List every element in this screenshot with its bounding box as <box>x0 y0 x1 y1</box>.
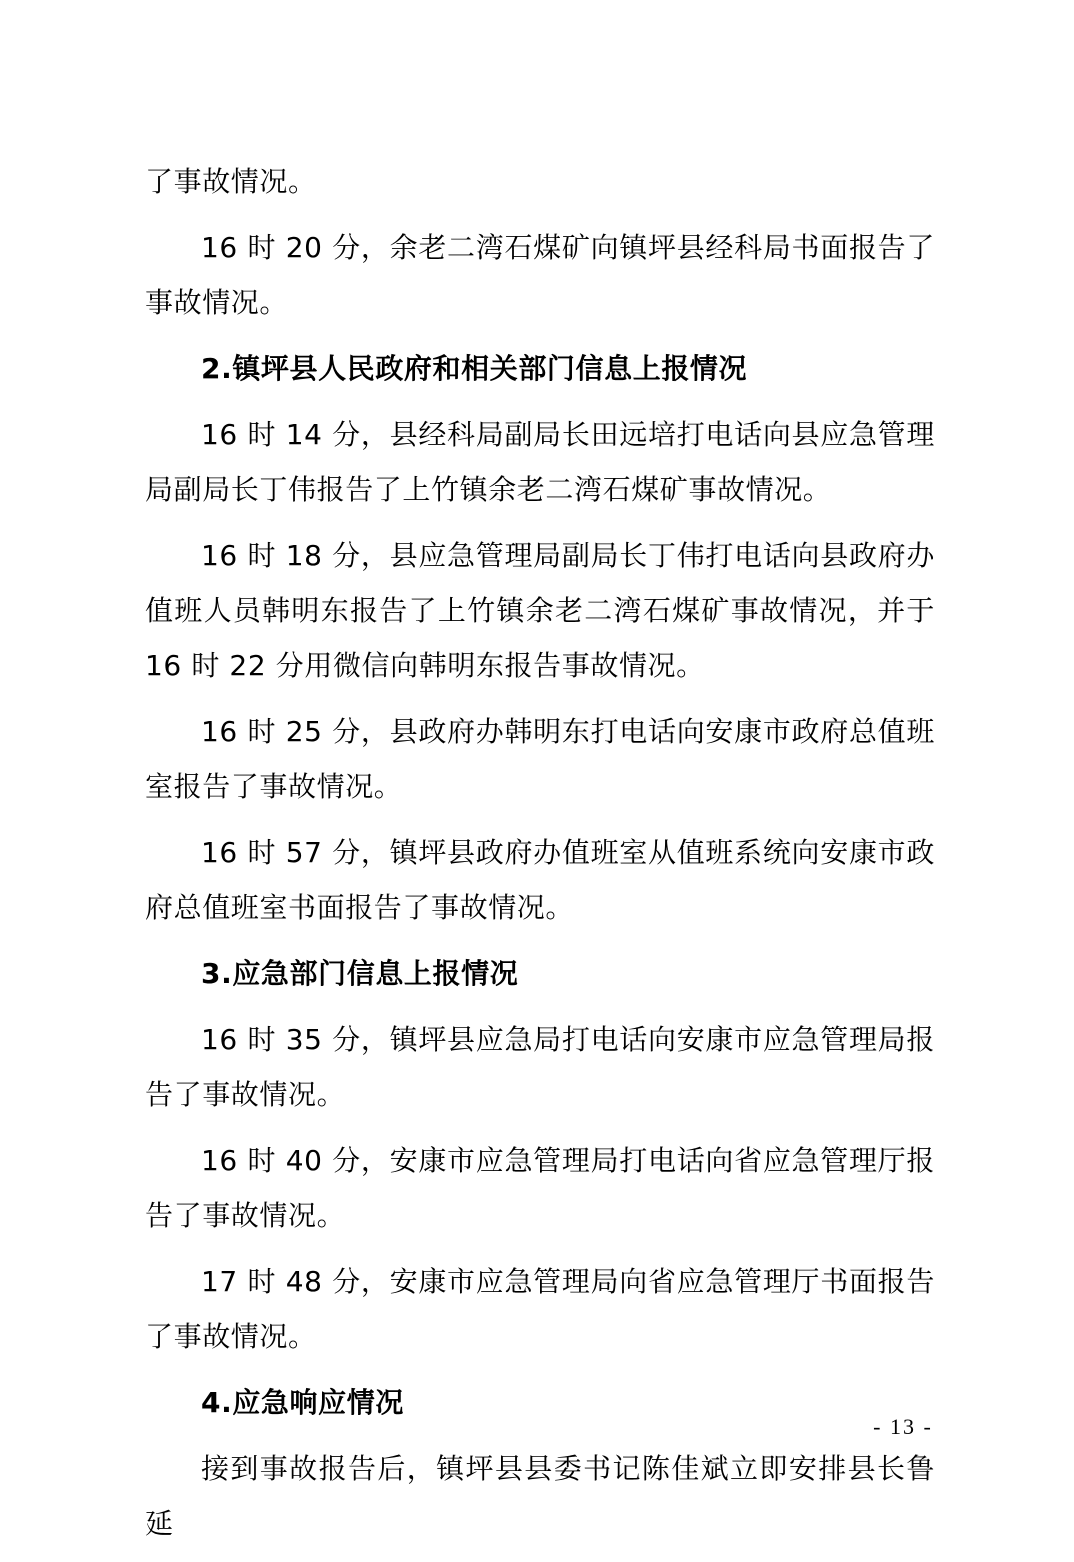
section-heading: 4.应急响应情况 <box>201 1386 404 1419</box>
section-heading: 2.镇坪县人民政府和相关部门信息上报情况 <box>201 352 748 385</box>
page-number: - 13 - <box>873 1414 933 1439</box>
paragraph: 16 时 57 分，镇坪县政府办值班室从值班系统向安康市政府总值班室书面报告了事故情况。 <box>145 836 935 924</box>
paragraph: 16 时 25 分，县政府办韩明东打电话向安康市政府总值班室报告了事故情况。 <box>145 715 935 803</box>
paragraph: 17 时 48 分，安康市应急管理局向省应急管理厅书面报告了事故情况。 <box>145 1265 935 1353</box>
paragraph: 16 时 35 分，镇坪县应急局打电话向安康市应急管理局报告了事故情况。 <box>145 1023 935 1111</box>
paragraph: 16 时 18 分，县应急管理局副局长丁伟打电话向县政府办值班人员韩明东报告了上竹镇余老二湾石煤矿事故情况，并于 16 时 22 分用微信向韩明东报告事故情况。 <box>145 539 935 682</box>
paragraph: 16 时 40 分，安康市应急管理局打电话向省应急管理厅报告了事故情况。 <box>145 1144 935 1232</box>
section-heading: 3.应急部门信息上报情况 <box>201 957 519 990</box>
paragraph: 16 时 14 分，县经科局副局长田远培打电话向县应急管理局副局长丁伟报告了上竹镇余老二湾石煤矿事故情况。 <box>145 418 935 506</box>
document-body <box>145 154 935 1562</box>
paragraph-continuation: 了事故情况。 <box>145 165 317 198</box>
paragraph: 接到事故报告后，镇坪县县委书记陈佳斌立即安排县长鲁延 <box>145 1452 935 1540</box>
paragraph: 16 时 20 分，余老二湾石煤矿向镇坪县经科局书面报告了事故情况。 <box>145 231 935 319</box>
